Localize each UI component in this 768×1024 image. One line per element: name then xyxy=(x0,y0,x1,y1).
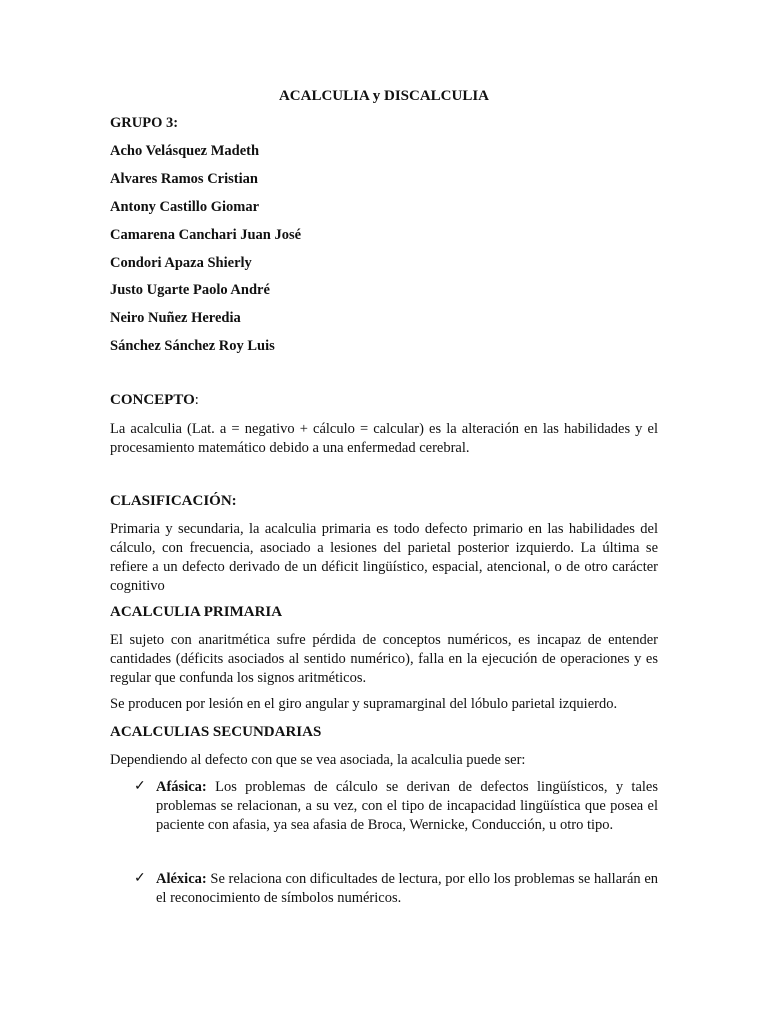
primaria-paragraph-1: El sujeto con anaritmética sufre pérdida de conceptos numéricos, es incapaz de entender cantidades (déficits asociados al sentido numérico), falla en la ejecución de operaciones y es regular que confunda los signos aritméticos. xyxy=(110,632,658,686)
clasificacion-heading: CLASIFICACIÓN: xyxy=(110,493,237,509)
list-item-afasica xyxy=(156,778,658,835)
concepto-colon: : xyxy=(194,392,199,408)
concepto-text: La acalculia (Lat. a = negativo + cálculo = calcular) es la alteración en las habilidades y el procesamiento matemático debido a una enfermedad cerebral. xyxy=(110,421,658,456)
primaria-paragraph-2: Se producen por lesión en el giro angular y supramarginal del lóbulo parietal izquierdo. xyxy=(110,696,618,712)
concepto-heading-line xyxy=(110,391,658,410)
group-member: Alvares Ramos Cristian xyxy=(110,171,258,187)
clasificacion-text: Primaria y secundaria, la acalculia primaria es todo defecto primario en las habilidades del cálculo, con frecuencia, asociado a lesiones del parietal posterior izquierdo. La última se refiere a un defecto derivado de un déficit lingüístico, espacial, atencional, o de otro carácter cognitivo xyxy=(110,521,658,594)
primaria-heading: ACALCULIA PRIMARIA xyxy=(110,604,283,620)
list-item-alexica xyxy=(156,870,658,908)
concepto-heading: CONCEPTO xyxy=(110,392,195,408)
group-member: Antony Castillo Giomar xyxy=(110,199,260,215)
group-member: Sánchez Sánchez Roy Luis xyxy=(110,338,275,354)
secundarias-heading: ACALCULIAS SECUNDARIAS xyxy=(110,724,322,740)
group-member: Camarena Canchari Juan José xyxy=(110,227,302,243)
list-item-text: Se relaciona con dificultades de lectura, por ello los problemas se hallarán en el reconocimiento de símbolos numéricos. xyxy=(156,871,658,906)
list-item-term: Afásica: xyxy=(156,779,207,795)
check-icon: ✓ xyxy=(134,871,146,886)
group-member: Justo Ugarte Paolo André xyxy=(110,282,270,298)
group-member: Condori Apaza Shierly xyxy=(110,255,252,271)
secundarias-intro: Dependiendo al defecto con que se vea asociada, la acalculia puede ser: xyxy=(110,752,526,768)
list-item-text: Los problemas de cálculo se derivan de defectos lingüísticos, y tales problemas se relacionan, a su vez, con el tipo de incapacidad lingüística que posea el paciente con afasia, ya sea afasia de Broca, Wernicke, Conducción, u otro tipo. xyxy=(156,779,658,833)
group-member: Acho Velásquez Madeth xyxy=(110,143,260,159)
group-member: Neiro Nuñez Heredia xyxy=(110,310,241,326)
list-item-term: Aléxica: xyxy=(156,871,207,887)
group-label: GRUPO 3: xyxy=(110,115,179,131)
document-title: ACALCULIA y DISCALCULIA xyxy=(278,88,490,104)
check-icon: ✓ xyxy=(134,779,146,794)
